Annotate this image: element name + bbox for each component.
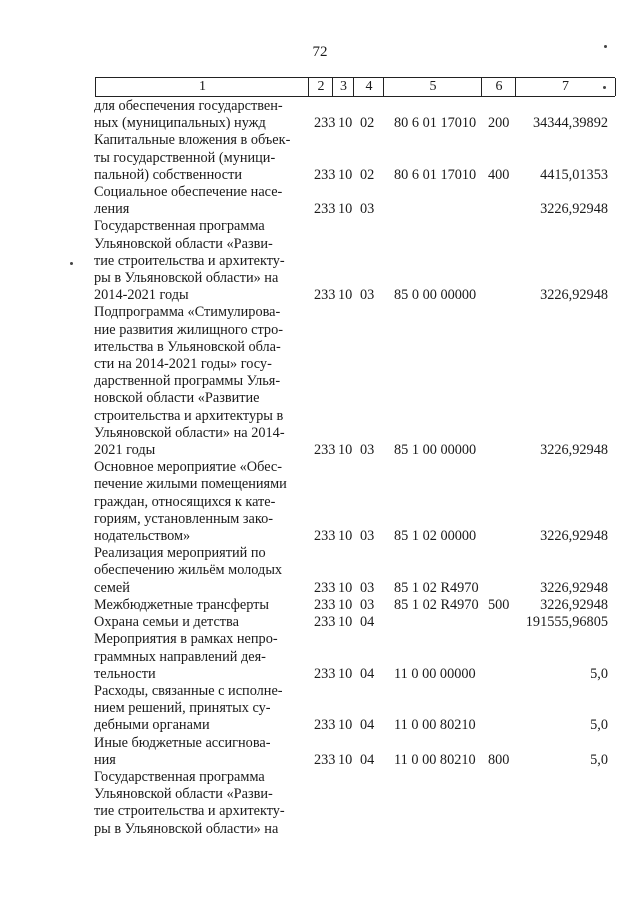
description-line: ния (94, 751, 116, 768)
description-line: гориям, установленным зако- (94, 510, 273, 527)
description-line: Капитальные вложения в объек- (94, 132, 291, 149)
amount: 3226,92948 (540, 596, 608, 613)
description-line: новской области «Развитие (94, 390, 260, 407)
header-col-6: 6 (481, 78, 516, 96)
description-line: печение жилыми помещениями (94, 476, 287, 493)
row-codes (0, 666, 640, 683)
budget-table-body (0, 98, 640, 838)
expense-type-code: 400 (488, 166, 510, 183)
subsection-code: 04 (360, 614, 375, 631)
admin-code: 233 (314, 665, 336, 682)
admin-code: 233 (314, 596, 336, 613)
description-line: Государственная программа (94, 768, 265, 785)
admin-code: 233 (314, 751, 336, 768)
target-article-code: 85 1 02 00000 (394, 528, 477, 545)
admin-code: 233 (314, 442, 336, 459)
description-line: Реализация мероприятий по (94, 545, 266, 562)
description-line: Межбюджетные трансферты (94, 596, 270, 613)
subsection-code: 04 (360, 665, 375, 682)
description-line: дебными органами (94, 717, 210, 734)
description-line: тельности (94, 665, 156, 682)
row-codes (0, 821, 640, 838)
target-article-code: 85 1 02 R4970 (394, 596, 479, 613)
admin-code: 233 (314, 579, 336, 596)
amount: 4415,01353 (540, 166, 608, 183)
subsection-code: 03 (360, 201, 375, 218)
description-line: 2014-2021 годы (94, 287, 189, 304)
page-number: 72 (312, 44, 328, 60)
description-line: ления (94, 201, 130, 218)
description-line: Государственная программа (94, 218, 265, 235)
target-article-code: 11 0 00 80210 (394, 717, 476, 734)
subsection-code: 03 (360, 287, 375, 304)
description-line: ных (муниципальных) нужд (94, 115, 266, 132)
row-codes (0, 115, 640, 132)
target-article-code: 80 6 01 17010 (394, 166, 477, 183)
table-row (0, 184, 640, 218)
amount: 34344,39892 (532, 115, 608, 132)
section-code: 10 (338, 166, 353, 183)
description-line: Ульяновской области «Разви- (94, 786, 273, 803)
description-line: ние развития жилищного стро- (94, 321, 283, 338)
subsection-code: 02 (360, 115, 375, 132)
subsection-code: 03 (360, 579, 375, 596)
amount: 3226,92948 (540, 201, 608, 218)
description-line: нодательством» (94, 528, 191, 545)
header-col-1: 1 (95, 78, 309, 96)
target-article-code: 80 6 01 17010 (394, 115, 477, 132)
row-codes (0, 442, 640, 459)
description-line: граммных направлений дея- (94, 648, 266, 665)
section-code: 10 (338, 287, 353, 304)
section-code: 10 (338, 596, 353, 613)
description-line: Социальное обеспечение насе- (94, 184, 283, 201)
row-codes (0, 528, 640, 545)
amount: 5,0 (590, 751, 608, 768)
table-row (0, 304, 640, 459)
subsection-code: 03 (360, 596, 375, 613)
table-row (0, 683, 640, 735)
header-col-7: 7 (515, 78, 616, 96)
description-line: Расходы, связанные с исполне- (94, 682, 283, 699)
header-col-4: 4 (353, 78, 384, 96)
expense-type-code: 500 (488, 596, 510, 613)
row-codes (0, 287, 640, 304)
description-line: сти на 2014-2021 годы» госу- (94, 356, 272, 373)
description-line: дарственной программы Улья- (94, 373, 281, 390)
target-article-code: 85 0 00 00000 (394, 287, 477, 304)
scan-speck (603, 86, 606, 89)
row-codes (0, 201, 640, 218)
amount: 191555,96805 (525, 614, 608, 631)
target-article-code: 11 0 00 00000 (394, 665, 476, 682)
admin-code: 233 (314, 614, 336, 631)
description-line: нием решений, принятых су- (94, 700, 271, 717)
amount: 3226,92948 (540, 579, 608, 596)
admin-code: 233 (314, 287, 336, 304)
table-header (95, 77, 615, 97)
row-codes (0, 597, 640, 614)
description-line: граждан, относящихся к кате- (94, 493, 276, 510)
description-line: для обеспечения государствен- (94, 98, 283, 114)
subsection-code: 03 (360, 442, 375, 459)
row-codes (0, 580, 640, 597)
amount: 3226,92948 (540, 287, 608, 304)
amount: 5,0 (590, 717, 608, 734)
section-code: 10 (338, 115, 353, 132)
subsection-code: 03 (360, 528, 375, 545)
subsection-code: 04 (360, 751, 375, 768)
header-col-5: 5 (383, 78, 482, 96)
admin-code: 233 (314, 201, 336, 218)
description-line: ры в Ульяновской области» на (94, 820, 279, 837)
subsection-code: 02 (360, 166, 375, 183)
description-line: ры в Ульяновской области» на (94, 270, 279, 287)
target-article-code: 85 1 00 00000 (394, 442, 477, 459)
description-line: строительства и архитектуры в (94, 407, 284, 424)
section-code: 10 (338, 579, 353, 596)
header-col-2: 2 (308, 78, 333, 96)
subsection-code: 04 (360, 717, 375, 734)
expense-type-code: 800 (488, 751, 510, 768)
table-row (0, 735, 640, 769)
description-line: ты государственной (муници- (94, 149, 276, 166)
description-line: Подпрограмма «Стимулирова- (94, 304, 281, 321)
target-article-code: 85 1 02 R4970 (394, 579, 479, 596)
row-codes (0, 717, 640, 734)
admin-code: 233 (314, 528, 336, 545)
description-line: пальной) собственности (94, 166, 242, 183)
description-line: тие строительства и архитекту- (94, 803, 285, 820)
description-line: Мероприятия в рамках непро- (94, 631, 278, 648)
table-row (0, 218, 640, 304)
description-line: Ульяновской области «Разви- (94, 235, 273, 252)
amount: 3226,92948 (540, 528, 608, 545)
target-article-code: 11 0 00 80210 (394, 751, 476, 768)
admin-code: 233 (314, 717, 336, 734)
description-line: обеспечению жильём молодых (94, 562, 283, 579)
admin-code: 233 (314, 166, 336, 183)
amount: 3226,92948 (540, 442, 608, 459)
section-code: 10 (338, 442, 353, 459)
table-row (0, 98, 640, 132)
row-codes (0, 752, 640, 769)
table-row (0, 597, 640, 614)
expense-type-code: 200 (488, 115, 510, 132)
table-row (0, 614, 640, 631)
table-row (0, 459, 640, 545)
description-line: тие строительства и архитекту- (94, 252, 285, 269)
section-code: 10 (338, 528, 353, 545)
section-code: 10 (338, 665, 353, 682)
description-line: Основное мероприятие «Обес- (94, 459, 283, 476)
header-col-3: 3 (332, 78, 354, 96)
table-row (0, 545, 640, 597)
description-line: 2021 годы (94, 442, 156, 459)
admin-code: 233 (314, 115, 336, 132)
description-line: ительства в Ульяновской обла- (94, 338, 281, 355)
section-code: 10 (338, 751, 353, 768)
amount: 5,0 (590, 665, 608, 682)
table-row (0, 631, 640, 683)
section-code: 10 (338, 717, 353, 734)
description-line: Охрана семьи и детства (94, 614, 239, 631)
description-line: семей (94, 579, 130, 596)
row-codes (0, 614, 640, 631)
table-row (0, 132, 640, 184)
section-code: 10 (338, 201, 353, 218)
row-codes (0, 167, 640, 184)
row-description (94, 304, 304, 459)
description-line: Ульяновской области» на 2014- (94, 424, 285, 441)
description-line: Иные бюджетные ассигнова- (94, 734, 271, 751)
scan-speck (604, 45, 607, 48)
table-row (0, 769, 640, 838)
section-code: 10 (338, 614, 353, 631)
